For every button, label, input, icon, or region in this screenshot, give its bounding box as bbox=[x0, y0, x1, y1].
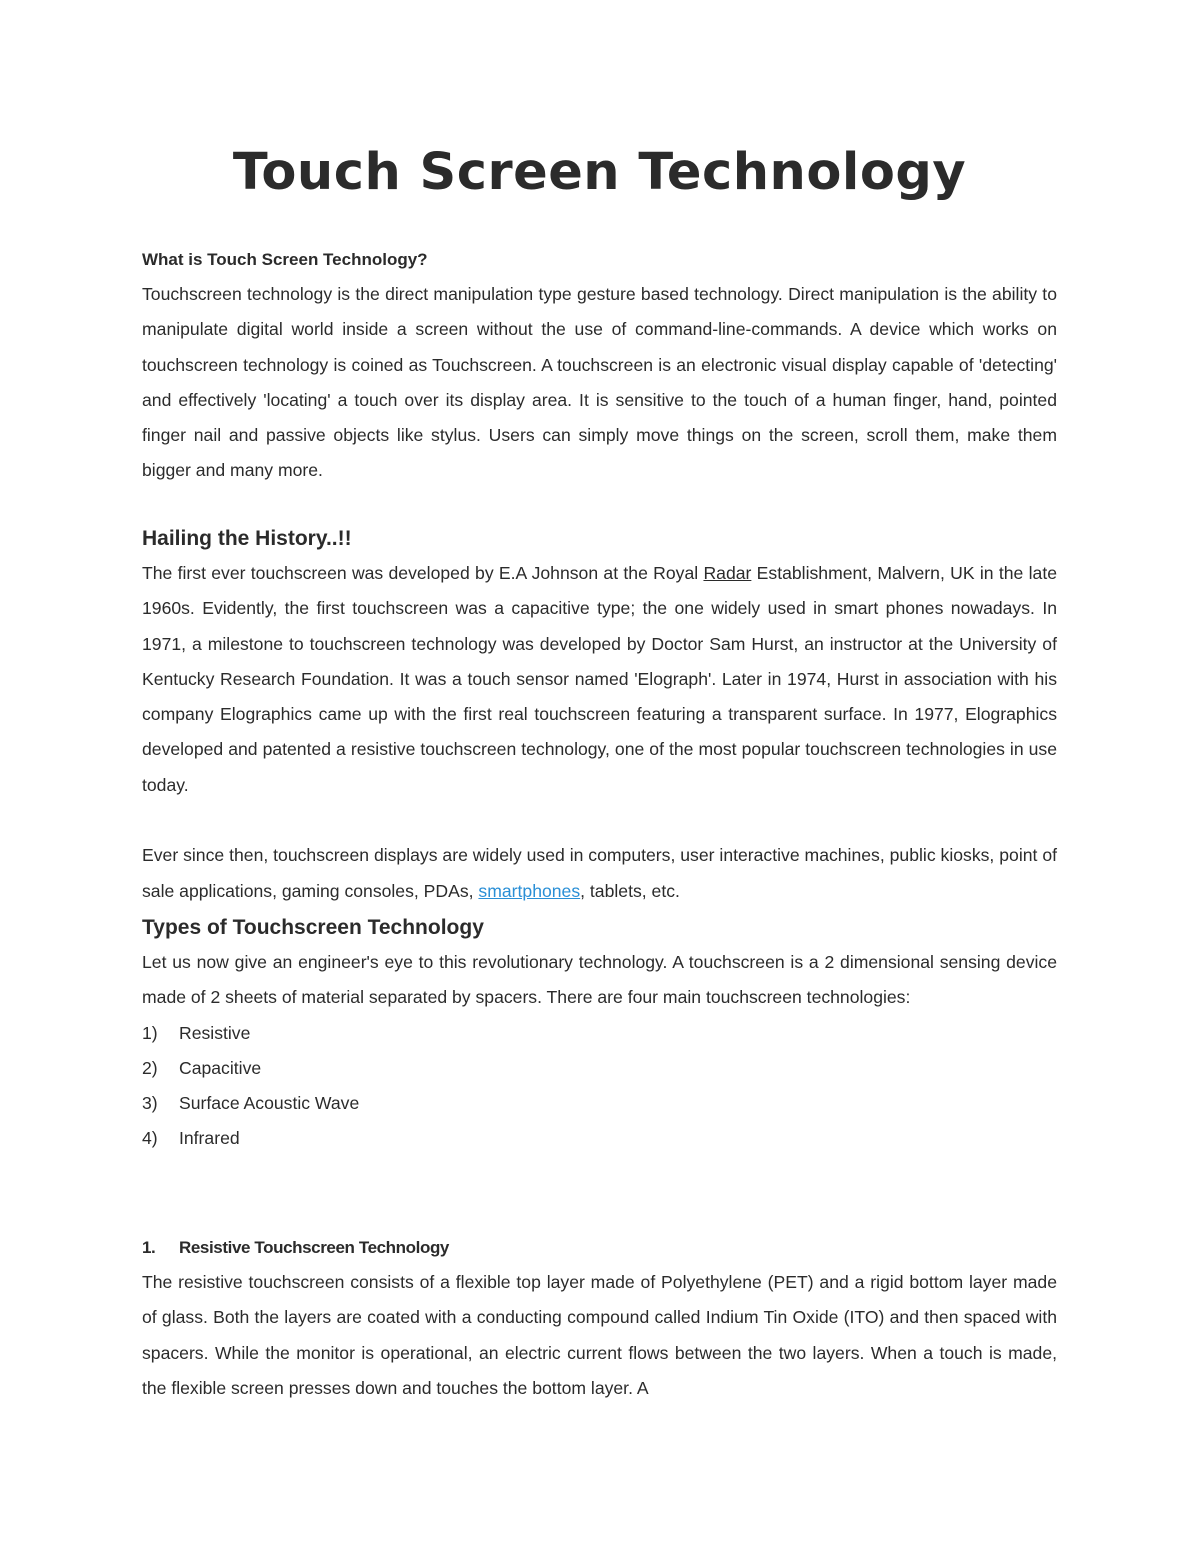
resistive-paragraph: The resistive touchscreen consists of a flexible top layer made of Polyethylene (PET) and a rigid bottom layer made of glass. Both the layers are coated with a conducting compound called Indium Tin Oxide (ITO) and then spaced with spacers. While the monitor is operational, an electric current flows between the two layers. When a touch is made, the flexible screen presses down and touches the bottom layer. A bbox=[142, 1272, 1057, 1398]
types-section bbox=[142, 910, 1057, 1157]
radar-link[interactable]: Radar bbox=[703, 563, 752, 583]
list-item bbox=[142, 1016, 1057, 1051]
list-item-number: 3) bbox=[142, 1093, 158, 1114]
list-item-label: Surface Acoustic Wave bbox=[179, 1093, 360, 1114]
history-paragraph-1 bbox=[142, 556, 1057, 803]
list-item-label: Infrared bbox=[179, 1128, 240, 1149]
list-item bbox=[142, 1121, 1057, 1156]
types-list bbox=[142, 1016, 1057, 1157]
history-p2-text-b: , tablets, etc. bbox=[580, 880, 680, 901]
list-item-label: Capacitive bbox=[179, 1057, 262, 1078]
list-item-number: 2) bbox=[142, 1057, 158, 1078]
history-p2-text-a: Ever since then, touchscreen displays are widely used in computers, user interactive machines, public kiosks, point of sale applications, gaming consoles, PDAs, bbox=[142, 845, 1057, 901]
intro-section bbox=[142, 242, 1057, 489]
intro-question: What is Touch Screen Technology? bbox=[142, 250, 428, 269]
intro-paragraph: Touchscreen technology is the direct manipulation type gesture based technology. Direct manipulation is the ability to manipulate digital world inside a screen without the use of command-line-commands. A device which works on touchscreen technology is coined as Touchscreen. A touchscreen is an electronic visual display capable of 'detecting' and effectively 'locating' a touch over its display area. It is sensitive to the touch of a human finger, hand, pointed finger nail and passive objects like stylus. Users can simply move things on the screen, scroll them, make them bigger and many more. bbox=[142, 284, 1057, 481]
list-item-label: Resistive bbox=[179, 1022, 251, 1043]
list-item bbox=[142, 1086, 1057, 1121]
document-title: Touch Screen Technology bbox=[232, 143, 967, 202]
resistive-heading-number: 1. bbox=[142, 1238, 156, 1257]
history-p1-text-b: Establishment, Malvern, UK in the late 1960s. Evidently, the first touchscreen was a capacitive type; the one widely used in smart phones nowadays. In 1971, a milestone to touchscreen technology was developed by Doctor Sam Hurst, an instructor at the University of Kentucky Research Foundation. It was a touch sensor named 'Elograph'. Later in 1974, Hurst in association with his company Elographics came up with the first real touchscreen featuring a transparent surface. In 1977, Elographics developed and patented a resistive touchscreen technology, one of the most popular touchscreen technologies in use today. bbox=[142, 563, 1057, 795]
history-p1-text-a: The first ever touchscreen was developed by E.A Johnson at the Royal bbox=[142, 563, 704, 583]
types-paragraph: Let us now give an engineer's eye to this revolutionary technology. A touchscreen is a 2 dimensional sensing device made of 2 sheets of material separated by spacers. There are four main touchscreen technologies: bbox=[142, 952, 1057, 1008]
history-section bbox=[142, 521, 1057, 909]
resistive-heading-text: Resistive Touchscreen Technology bbox=[179, 1238, 449, 1257]
smartphones-link[interactable]: smartphones bbox=[478, 880, 581, 901]
list-item-number: 4) bbox=[142, 1128, 158, 1149]
resistive-section bbox=[142, 1230, 1057, 1406]
list-item-number: 1) bbox=[142, 1022, 158, 1043]
list-item bbox=[142, 1051, 1057, 1086]
history-paragraph-2 bbox=[142, 838, 1057, 909]
history-heading: Hailing the History..!! bbox=[142, 527, 352, 550]
resistive-heading bbox=[142, 1230, 1057, 1265]
types-heading: Types of Touchscreen Technology bbox=[142, 916, 484, 939]
